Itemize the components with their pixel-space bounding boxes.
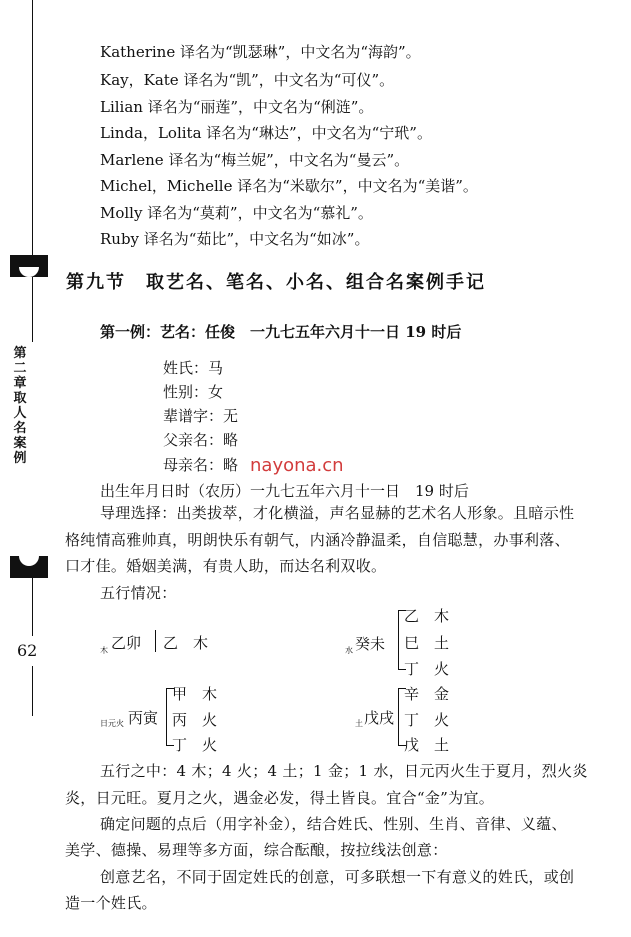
pillar-day-element: 日元火	[100, 719, 124, 728]
margin-rule-bottom	[32, 666, 33, 716]
section-heading: 第九节 取艺名、笔名、小名、组合名案例手记	[66, 272, 486, 293]
margin-rule-lower	[32, 578, 33, 636]
pillar-year-name: 乙卯	[111, 634, 142, 652]
analysis-line-2: 炎，日元旺。夏月之火，遇金必发，得土皆良。宜合“金”为宜。	[65, 789, 495, 807]
wuxing-title: 五行情况：	[100, 584, 177, 602]
page-number: 62	[17, 641, 38, 660]
name-entry-michel: Michel，Michelle 译名为“米歇尔”，中文名为“美谐”。	[100, 177, 478, 195]
margin-rule-top	[32, 0, 33, 255]
pillar-year-element: 木	[100, 646, 108, 655]
pillar-hour-name: 戊戌	[364, 709, 395, 727]
guide-line-3: 口才佳。婚姻美满，有贵人助，而达名利双收。	[65, 557, 387, 575]
name-entry-marlene: Marlene 译名为“梅兰妮”，中文名为“曼云”。	[100, 151, 410, 169]
field-surname: 姓氏：马	[163, 359, 224, 377]
pillar-month-item-2: 巳 土	[404, 634, 450, 652]
analysis-line-3: 确定问题的点后（用字补金），结合姓氏、性别、生肖、音律、义蕴、	[100, 815, 567, 833]
pillar-day-item-1: 甲 木	[172, 685, 218, 703]
pillar-day-item-2: 丙 火	[172, 711, 218, 729]
pillar-year-bracket	[155, 630, 163, 652]
pillar-month-name: 癸未	[355, 635, 386, 653]
pillar-month-item-1: 乙 木	[404, 607, 450, 625]
pillar-hour-item-3: 戊 土	[404, 736, 450, 754]
pillar-hour-item-2: 丁 火	[404, 711, 450, 729]
pillar-year-item-1: 乙 木	[163, 634, 209, 652]
pillar-day-item-3: 丁 火	[172, 736, 218, 754]
name-entry-linda: Linda，Lolita 译名为“琳达”，中文名为“宁玳”。	[100, 124, 432, 142]
chapter-label: 第二章 取人名案例	[13, 346, 40, 466]
birth-line: 出生年月日时（农历）一九七五年六月十一日 19 时后	[100, 482, 469, 500]
field-mother-name: 母亲名：略	[163, 456, 239, 474]
guide-line-2: 格纯情高雅帅真，明朗快乐有朝气，内涵冷静温柔，自信聪慧，办事利落、	[65, 531, 570, 549]
name-entry-katherine: Katherine 译名为“凯瑟琳”，中文名为“海韵”。	[100, 43, 421, 61]
margin-rule-middle	[32, 277, 33, 342]
name-entry-ruby: Ruby 译名为“茹比”，中文名为“如冰”。	[100, 230, 370, 248]
pillar-month-element: 水	[345, 646, 353, 655]
pillar-day-name: 丙寅	[128, 709, 159, 727]
analysis-line-5: 创意艺名，不同于固定姓氏的创意，可多联想一下有意义的姓氏，或创	[100, 868, 575, 886]
watermark: nayona.cn	[250, 455, 344, 476]
field-father-name: 父亲名：略	[163, 431, 239, 449]
chapter-tab-bottom	[10, 556, 48, 578]
pillar-hour-element: 土	[355, 719, 363, 728]
name-entry-kay: Kay，Kate 译名为“凯”，中文名为“可仪”。	[100, 71, 395, 89]
name-entry-lilian: Lilian 译名为“丽莲”，中文名为“俐涟”。	[100, 98, 374, 116]
analysis-line-4: 美学、德操、易理等多方面，综合酝酿，按拉线法创意：	[65, 841, 448, 859]
pillar-hour-item-1: 辛 金	[404, 685, 450, 703]
field-generation-char: 辈谱字：无	[163, 407, 239, 425]
analysis-line-1: 五行之中：4 木；4 火；4 土；1 金；1 水，日元丙火生于夏月，烈火炎	[100, 762, 588, 780]
guide-line-1: 导理选择：出类拔萃，才化横溢，声名显赫的艺术名人形象。且暗示性	[100, 504, 575, 522]
analysis-line-6: 造一个姓氏。	[65, 894, 157, 912]
pillar-month-item-3: 丁 火	[404, 660, 450, 678]
name-entry-molly: Molly 译名为“莫莉”，中文名为“慕礼”。	[100, 204, 373, 222]
field-gender: 性别：女	[163, 383, 224, 401]
example-title: 第一例：艺名：任俊 一九七五年六月十一日 19 时后	[100, 323, 462, 341]
chapter-tab-top	[10, 255, 48, 277]
